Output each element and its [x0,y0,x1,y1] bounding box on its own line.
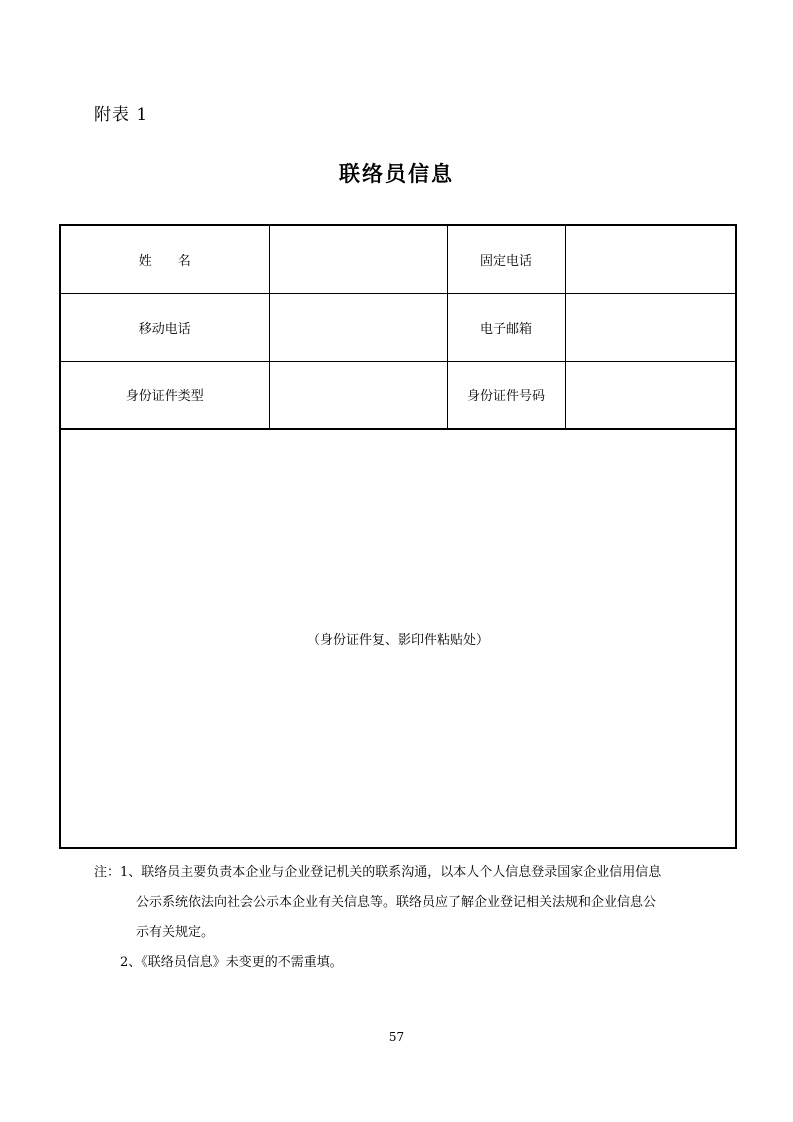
contact-info-table [59,224,737,849]
note-2: 2、《联络员信息》未变更的不需重填。 [120,955,343,970]
label-id-number: 身份证件号码 [447,361,565,429]
note-1-line-2: 公示系统依法向社会公示本企业有关信息等。联络员应了解企业登记相关法规和企业信息公 [136,895,657,910]
table-row [60,225,736,293]
label-landline: 固定电话 [447,225,565,293]
table-row [60,429,736,848]
appendix-label: 附表 1 [94,105,149,125]
label-name: 姓 名 [60,225,269,293]
email-field[interactable] [565,293,736,361]
id-copy-paste-area: （身份证件复、影印件粘贴处） [60,429,736,848]
id-type-field[interactable] [269,361,447,429]
mobile-field[interactable] [269,293,447,361]
page-title: 联络员信息 [339,162,454,186]
label-id-type: 身份证件类型 [60,361,269,429]
label-email: 电子邮箱 [447,293,565,361]
landline-field[interactable] [565,225,736,293]
table-row [60,361,736,429]
label-mobile: 移动电话 [60,293,269,361]
note-1-line-3: 示有关规定。 [136,925,215,940]
table-row [60,293,736,361]
id-number-field[interactable] [565,361,736,429]
name-field[interactable] [269,225,447,293]
notes [94,858,714,978]
page-number: 57 [388,1030,405,1044]
note-1-line-1: 注：1、联络员主要负责本企业与企业登记机关的联系沟通，以本人个人信息登录国家企业信用信息 [94,865,662,880]
